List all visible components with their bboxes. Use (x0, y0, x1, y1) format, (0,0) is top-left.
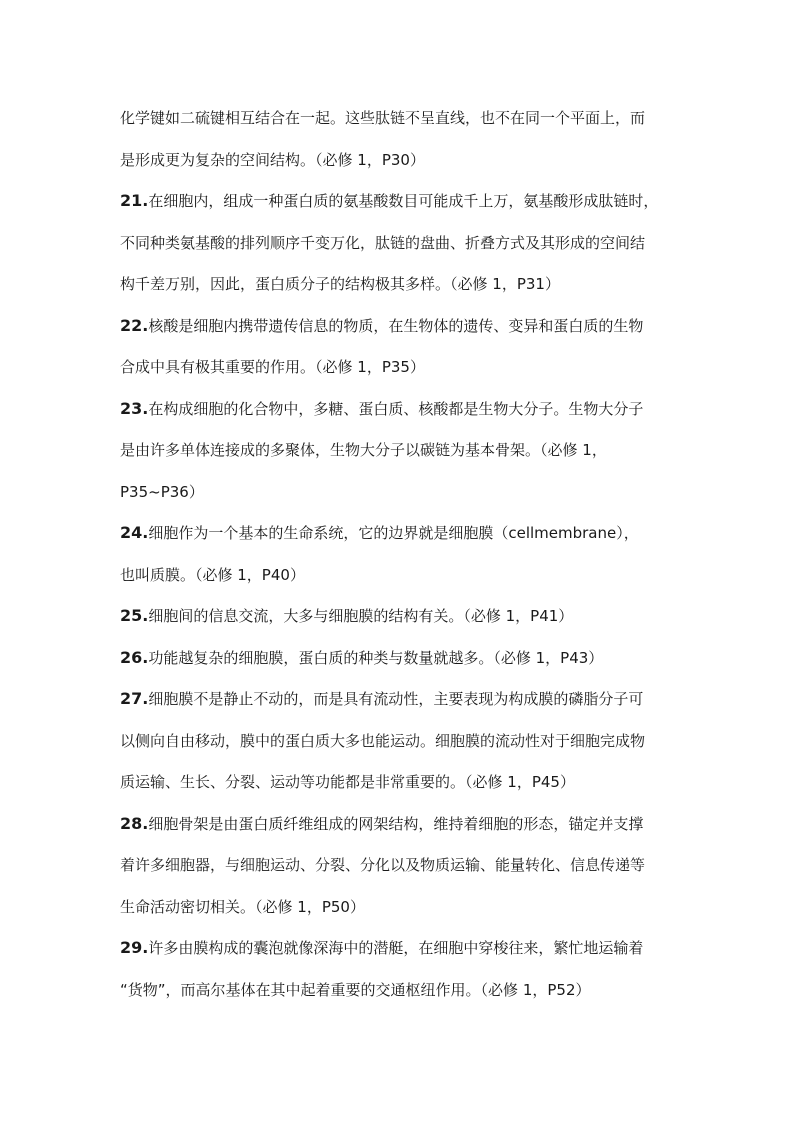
text-line (120, 933, 680, 975)
item-number: 27. (120, 689, 149, 708)
item-number: 23. (120, 398, 149, 418)
item-number: 25. (120, 606, 149, 625)
text-line (120, 228, 680, 270)
line-text: 细胞骨架是由蛋白质纤维组成的网架结构，维持着细胞的形态，锚定并支撑 (148, 814, 644, 833)
text-line (120, 352, 680, 394)
item-number: 26. (120, 647, 149, 667)
line-text: 着许多细胞器，与细胞运动、分裂、分化以及物质运输、能量转化、信息传递等 (120, 856, 646, 874)
line-text: 生命活动密切相关。（必修 1，P50） (120, 897, 365, 916)
line-text: 以侧向自由移动，膜中的蛋白质大多也能运动。细胞膜的流动性对于细胞完成物 (120, 731, 646, 750)
line-text: 合成中具有极其重要的作用。（必修 1，P35） (120, 358, 425, 376)
line-text: “货物”，而高尔基体在其中起着重要的交通枢纽作用。（必修 1，P52） (120, 980, 591, 999)
item-number: 21. (120, 191, 149, 210)
document-body (120, 103, 680, 1016)
text-line (120, 850, 680, 892)
text-line (120, 269, 680, 311)
line-text: 功能越复杂的细胞膜，蛋白质的种类与数量就越多。（必修 1，P43） (148, 648, 604, 667)
line-text: 化学键如二硫键相互结合在一起。这些肽链不呈直线，也不在同一个平面上，而 (120, 109, 646, 127)
line-text: 核酸是细胞内携带遗传信息的物质，在生物体的遗传、变异和蛋白质的生物 (148, 316, 644, 335)
line-text: 细胞膜不是静止不动的，而是具有流动性，主要表现为构成膜的磷脂分子可 (148, 690, 644, 708)
text-line (120, 767, 680, 809)
item-number: 28. (120, 813, 149, 833)
text-line (120, 518, 680, 560)
item-number: 29. (120, 938, 149, 957)
line-text: 在构成细胞的化合物中，多糖、蛋白质、核酸都是生物大分子。生物大分子 (148, 399, 644, 418)
line-text: 细胞作为一个基本的生命系统，它的边界就是细胞膜（cellmembrane）， (148, 524, 639, 542)
line-text: P35~P36） (120, 482, 204, 501)
text-line (120, 809, 680, 851)
text-line (120, 643, 680, 685)
text-line (120, 435, 680, 477)
line-text: 不同种类氨基酸的排列顺序千变万化，肽链的盘曲、折叠方式及其形成的空间结 (120, 233, 646, 252)
item-number: 22. (120, 315, 149, 335)
line-text: 是由许多单体连接成的多聚体，生物大分子以碳链为基本骨架。（必修 1， (120, 441, 607, 459)
line-text: 细胞间的信息交流，大多与细胞膜的结构有关。（必修 1，P41） (148, 607, 574, 625)
text-line (120, 145, 680, 187)
text-line (120, 684, 680, 726)
text-line (120, 560, 680, 602)
text-line (120, 477, 680, 519)
line-text: 许多由膜构成的囊泡就像深海中的潜艇，在细胞中穿梭往来，繁忙地运输着 (148, 939, 644, 957)
text-line (120, 726, 680, 768)
line-text: 是形成更为复杂的空间结构。（必修 1，P30） (120, 150, 425, 169)
text-line (120, 186, 680, 228)
text-line (120, 892, 680, 934)
text-line (120, 601, 680, 643)
text-line (120, 311, 680, 353)
line-text: 质运输、生长、分裂、运动等功能都是非常重要的。（必修 1，P45） (120, 773, 575, 791)
line-text: 在细胞内，组成一种蛋白质的氨基酸数目可能成千上万，氨基酸形成肽链时， (148, 192, 659, 210)
text-line (120, 103, 680, 145)
item-number: 24. (120, 523, 149, 542)
text-line (120, 394, 680, 436)
line-text: 也叫质膜。（必修 1，P40） (120, 565, 305, 584)
line-text: 构千差万别，因此，蛋白质分子的结构极其多样。（必修 1，P31） (120, 275, 560, 293)
text-line (120, 975, 680, 1017)
